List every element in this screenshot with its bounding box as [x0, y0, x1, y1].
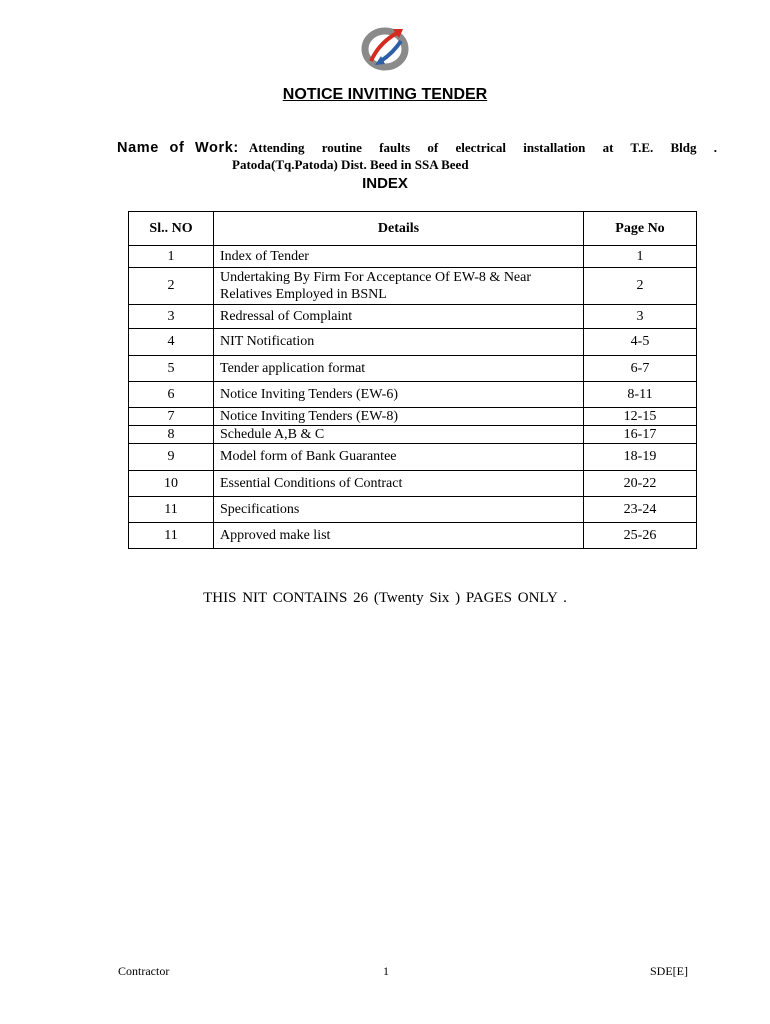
table-row — [129, 246, 697, 268]
cell-page: 6-7 — [584, 356, 697, 382]
footer-sde: SDE[E] — [650, 964, 688, 978]
table-row — [129, 444, 697, 471]
cell-page: 18-19 — [584, 444, 697, 471]
table-row — [129, 497, 697, 523]
cell-page: 20-22 — [584, 471, 697, 497]
column-header-sl-no: Sl.. NO — [129, 212, 214, 246]
cell-details: Model form of Bank Guarantee — [214, 444, 584, 471]
cell-page: 1 — [584, 246, 697, 268]
table-row — [129, 408, 697, 426]
work-description-line2: Patoda(Tq.Patoda) Dist. Beed in SSA Beed — [232, 157, 469, 172]
cell-sl: 11 — [129, 497, 214, 523]
cell-details: Schedule A,B & C — [214, 426, 584, 444]
cell-details: Redressal of Complaint — [214, 305, 584, 329]
page-count-note: THIS NIT CONTAINS 26 (Twenty Six ) PAGES ONLY . — [203, 590, 567, 606]
cell-page: 25-26 — [584, 523, 697, 549]
work-description-line1: Attending routine faults of electrical installation at T.E. Bldg . — [248, 140, 717, 155]
cell-details: Essential Conditions of Contract — [214, 471, 584, 497]
page-title: NOTICE INVITING TENDER — [282, 86, 488, 103]
cell-details: Specifications — [214, 497, 584, 523]
cell-details: Undertaking By Firm For Acceptance Of EW-8 & Near Relatives Employed in BSNL — [214, 268, 584, 305]
cell-sl: 9 — [129, 444, 214, 471]
name-of-work — [117, 140, 717, 173]
cell-sl: 6 — [129, 382, 214, 408]
cell-page: 23-24 — [584, 497, 697, 523]
table-row — [129, 329, 697, 356]
cell-sl: 3 — [129, 305, 214, 329]
cell-page: 8-11 — [584, 382, 697, 408]
cell-details: Approved make list — [214, 523, 584, 549]
cell-details: Index of Tender — [214, 246, 584, 268]
table-row — [129, 268, 697, 305]
cell-sl: 10 — [129, 471, 214, 497]
cell-details: Notice Inviting Tenders (EW-6) — [214, 382, 584, 408]
cell-details: Tender application format — [214, 356, 584, 382]
cell-sl: 8 — [129, 426, 214, 444]
cell-sl: 7 — [129, 408, 214, 426]
cell-details: Notice Inviting Tenders (EW-8) — [214, 408, 584, 426]
table-row — [129, 305, 697, 329]
cell-details: NIT Notification — [214, 329, 584, 356]
index-table — [128, 211, 697, 549]
cell-page: 3 — [584, 305, 697, 329]
cell-page: 12-15 — [584, 408, 697, 426]
footer-contractor: Contractor — [118, 964, 170, 978]
column-header-page-no: Page No — [584, 212, 697, 246]
cell-page: 4-5 — [584, 329, 697, 356]
table-row — [129, 356, 697, 382]
cell-sl: 2 — [129, 268, 214, 305]
footer-page-number: 1 — [383, 964, 389, 978]
cell-page: 16-17 — [584, 426, 697, 444]
table-row — [129, 471, 697, 497]
cell-sl: 11 — [129, 523, 214, 549]
cell-page: 2 — [584, 268, 697, 305]
column-header-details: Details — [214, 212, 584, 246]
table-row — [129, 523, 697, 549]
cell-sl: 4 — [129, 329, 214, 356]
table-header-row — [129, 212, 697, 246]
table-row — [129, 426, 697, 444]
index-heading: INDEX — [362, 175, 408, 192]
table-row — [129, 382, 697, 408]
cell-sl: 5 — [129, 356, 214, 382]
bsnl-logo — [357, 23, 413, 75]
work-label: Name of Work: — [117, 140, 239, 156]
cell-sl: 1 — [129, 246, 214, 268]
